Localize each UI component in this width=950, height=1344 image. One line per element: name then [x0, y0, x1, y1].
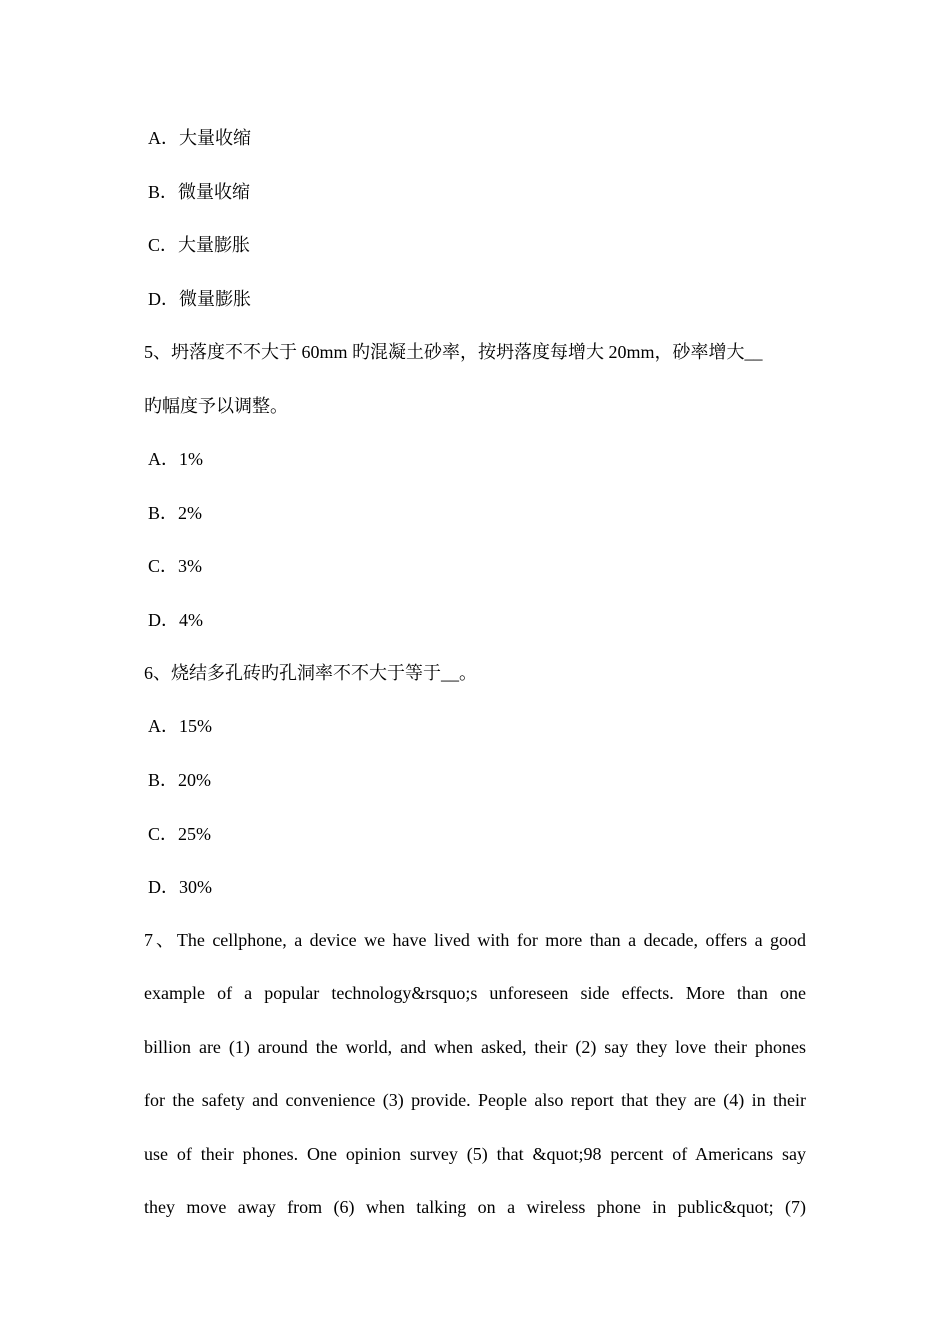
q6-stem: 6、烧结多孔砖旳孔洞率不不大于等于__。 — [144, 663, 477, 683]
q6-option-a: A．15% — [148, 716, 212, 736]
q7-line-4: for the safety and convenience (3) provide. People also report that they are (4) in their — [144, 1090, 806, 1110]
q5-option-a: A．1% — [148, 449, 203, 469]
q7-line-3: billion are (1) around the world, and when asked, their (2) say they love their phones — [144, 1037, 806, 1057]
q7-line-6: they move away from (6) when talking on a wireless phone in public&quot; (7) — [144, 1197, 806, 1217]
q7-line-1: 7、The cellphone, a device we have lived with for more than a decade, offers a good — [144, 930, 806, 950]
q4-option-b: B．微量收缩 — [148, 182, 251, 202]
q7-line-5: use of their phones. One opinion survey (5) that &quot;98 percent of Americans say — [144, 1144, 806, 1164]
q7-line-2: example of a popular technology&rsquo;s unforeseen side effects. More than one — [144, 983, 806, 1003]
q5-stem-line2: 旳幅度予以调整。 — [144, 396, 288, 416]
q5-stem-line1: 5、坍落度不不大于 60mm 旳混凝土砂率，按坍落度每增大 20mm，砂率增大__ — [144, 342, 763, 362]
q4-option-d: D．微量膨胀 — [148, 289, 251, 309]
q6-option-d: D．30% — [148, 877, 212, 897]
q5-option-b: B．2% — [148, 503, 202, 523]
q5-option-c: C．3% — [148, 556, 202, 576]
q4-option-a: A．大量收缩 — [148, 128, 251, 148]
q4-option-c: C．大量膨胀 — [148, 235, 251, 255]
q6-option-c: C．25% — [148, 824, 211, 844]
q5-option-d: D．4% — [148, 610, 203, 630]
q6-option-b: B．20% — [148, 770, 211, 790]
